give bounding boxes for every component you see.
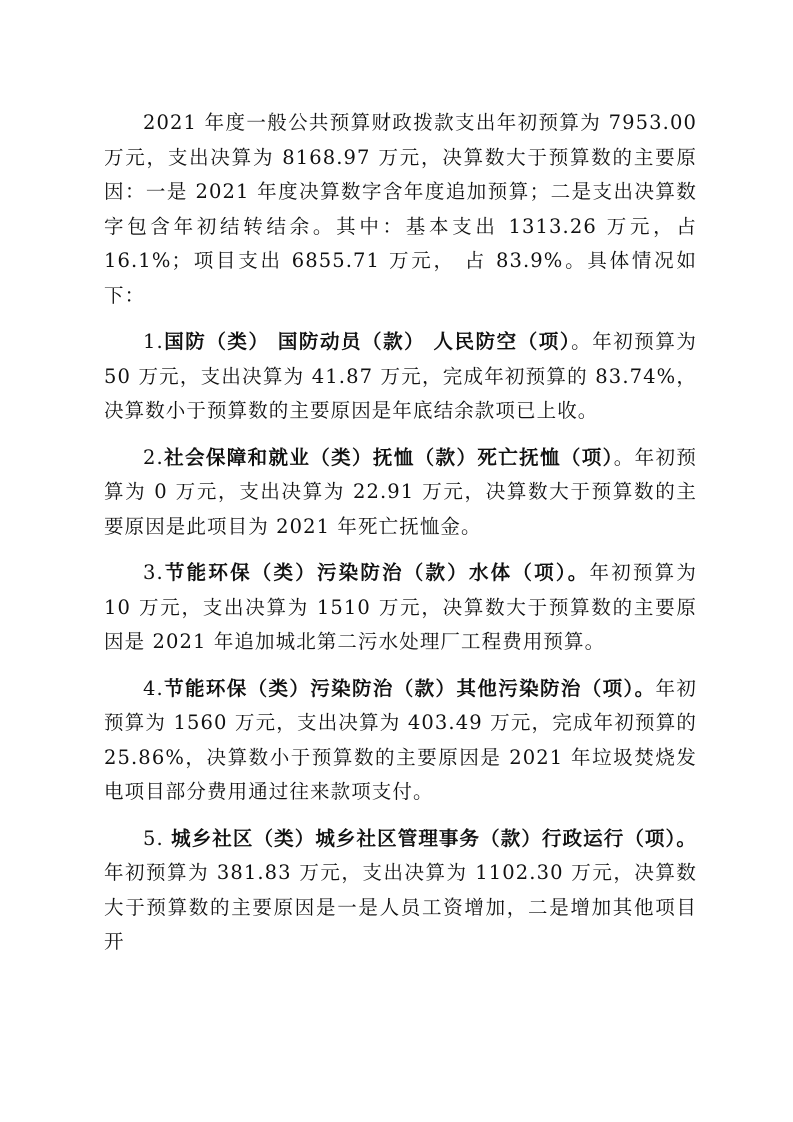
item-body: 。年初预算为 50 万元，支出决算为 41.87 万元，完成年初预算的 83.74%，决算数小于预算数的主要原因是年底结余款项已上收。 bbox=[104, 330, 697, 422]
item-body: 。年初预算为 0 万元，支出决算为 22.91 万元，决算数大于预算数的主要原因是此项目为 2021 年死亡抚恤金。 bbox=[104, 445, 697, 538]
item-number: 3. bbox=[143, 561, 164, 584]
budget-item-5 bbox=[104, 822, 697, 960]
item-number: 4. bbox=[143, 676, 164, 700]
item-number: 5. bbox=[143, 826, 172, 850]
item-number: 1. bbox=[143, 330, 164, 353]
budget-item-4 bbox=[104, 672, 697, 810]
budget-item-3 bbox=[104, 556, 697, 660]
item-number: 2. bbox=[143, 445, 164, 469]
item-body: 年初预算为 381.83 万元，支出决算为 1102.30 万元，决算数大于预算数的主要原因是一是人员工资增加，二是增加其他项目开 bbox=[104, 861, 697, 953]
item-heading: 城乡社区（类）城乡社区管理事务（款）行政运行（项）。 bbox=[171, 826, 697, 850]
budget-item-2 bbox=[104, 441, 697, 545]
budget-item-1 bbox=[104, 325, 697, 429]
item-heading: 社会保障和就业（类）抚恤（款）死亡抚恤（项） bbox=[163, 445, 614, 469]
item-body: 年初预算为 1560 万元，支出决算为 403.49 万元，完成年初预算的 25.86%，决算数小于预算数的主要原因是 2021 年垃圾焚烧发电项目部分费用通过往来款项支付。 bbox=[104, 676, 697, 803]
item-heading: 国防（类） 国防动员（款） 人民防空（项） bbox=[163, 330, 572, 353]
intro-paragraph: 2021 年度一般公共预算财政拨款支出年初预算为 7953.00 万元，支出决算为 8168.97 万元，决算数大于预算数的主要原因：一是 2021 年度决算数字含年度追加预算；二是支出决算数字包含年初结转结余。其中：基本支出 1313.26 万元，占 16.1%；项目支出 6855.71 万元， 占 83.9%。具体情况如下： bbox=[104, 111, 697, 307]
item-heading: 节能环保（类）污染防治（款）水体（项）。 bbox=[163, 561, 590, 584]
item-heading: 节能环保（类）污染防治（款）其他污染防治（项）。 bbox=[163, 676, 656, 700]
item-body: 年初预算为 10 万元，支出决算为 1510 万元，决算数大于预算数的主要原因是 2021 年追加城北第二污水处理厂工程费用预算。 bbox=[104, 561, 697, 653]
